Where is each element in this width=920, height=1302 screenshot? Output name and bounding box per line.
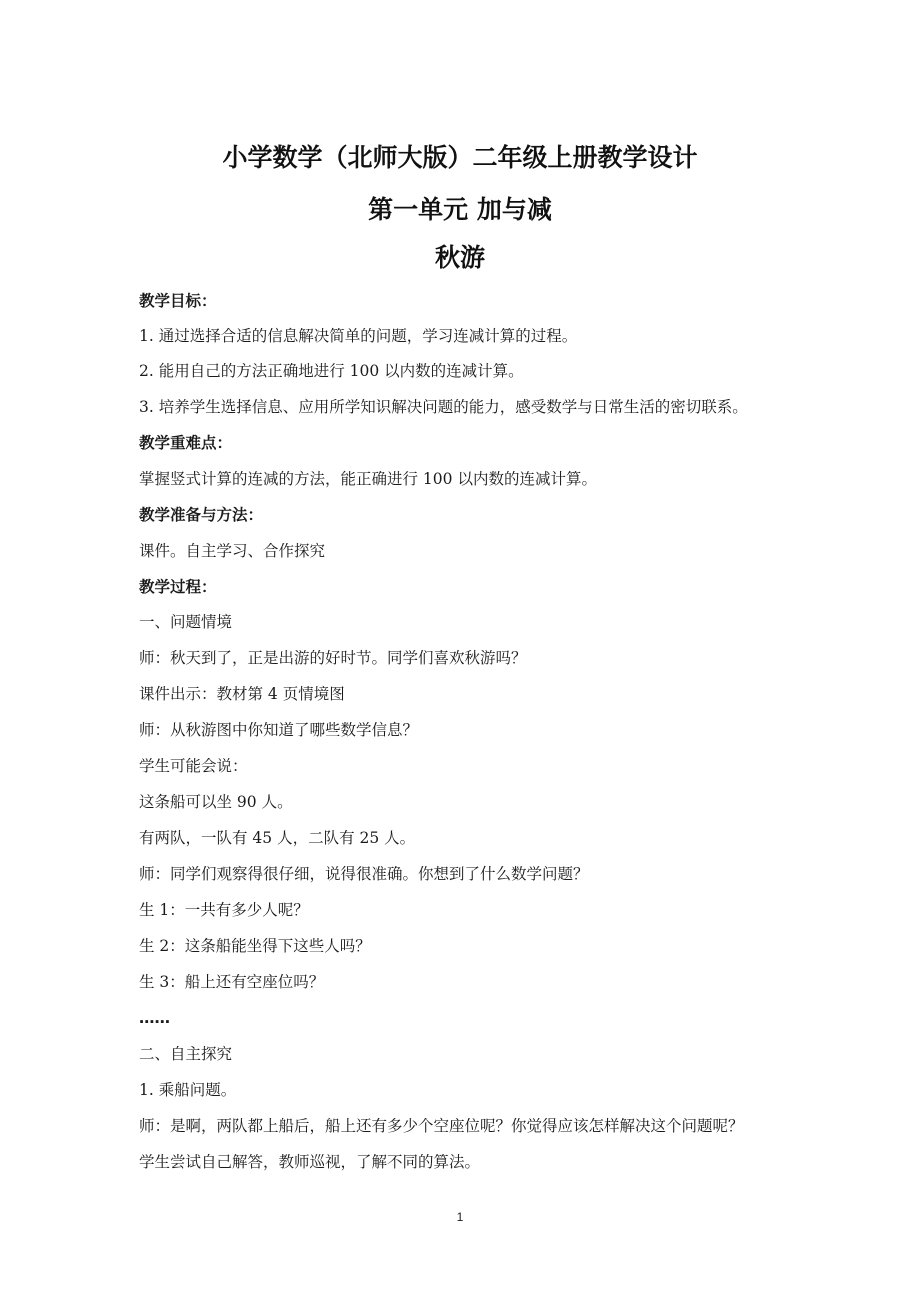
- ellipsis-line: ……: [139, 1009, 170, 1027]
- body-line: 1. 乘船问题。: [139, 1081, 237, 1099]
- unit-heading: 第一单元 加与减: [368, 195, 552, 224]
- page-number: 1: [456, 1210, 464, 1224]
- body-line: 生 3：船上还有空座位吗？: [139, 973, 325, 991]
- body-line: 师：同学们观察得很仔细，说得很准确。你想到了什么数学问题？: [139, 865, 589, 883]
- body-line: 2. 能用自己的方法正确地进行 100 以内数的连减计算。: [139, 362, 524, 380]
- section-heading-preparation: 教学准备与方法：: [139, 506, 264, 524]
- body-line: 课件。自主学习、合作探究: [139, 542, 326, 560]
- body-line: 师：是啊，两队都上船后，船上还有多少个空座位呢？你觉得应该怎样解决这个问题呢？: [139, 1117, 744, 1135]
- body-line: 生 1：一共有多少人呢？: [139, 901, 309, 919]
- body-line: 1. 通过选择合适的信息解决简单的问题，学习连减计算的过程。: [139, 327, 578, 345]
- body-line: 二、自主探究: [139, 1045, 233, 1063]
- body-line: 学生尝试自己解答，教师巡视，了解不同的算法。: [139, 1153, 481, 1171]
- body-line: 3. 培养学生选择信息、应用所学知识解决问题的能力，感受数学与日常生活的密切联系。: [139, 398, 748, 416]
- body-line: 这条船可以坐 90 人。: [139, 793, 293, 811]
- body-line: 有两队，一队有 45 人，二队有 25 人。: [139, 829, 416, 847]
- body-line: 一、问题情境: [139, 613, 233, 631]
- section-heading-objectives: 教学目标：: [139, 292, 217, 310]
- body-line: 掌握竖式计算的连减的方法，能正确进行 100 以内数的连减计算。: [139, 470, 597, 488]
- body-line: 生 2：这条船能坐得下这些人吗？: [139, 937, 371, 955]
- body-line: 学生可能会说：: [139, 757, 248, 775]
- document-title: 小学数学（北师大版）二年级上册教学设计: [222, 143, 698, 172]
- body-line: 师：秋天到了，正是出游的好时节。同学们喜欢秋游吗？: [139, 649, 527, 667]
- section-heading-key-points: 教学重难点：: [139, 434, 233, 452]
- section-heading-process: 教学过程：: [139, 578, 217, 596]
- body-line: 师：从秋游图中你知道了哪些数学信息？: [139, 721, 419, 739]
- body-line: 课件出示：教材第 4 页情境图: [139, 685, 345, 703]
- lesson-heading: 秋游: [434, 243, 485, 272]
